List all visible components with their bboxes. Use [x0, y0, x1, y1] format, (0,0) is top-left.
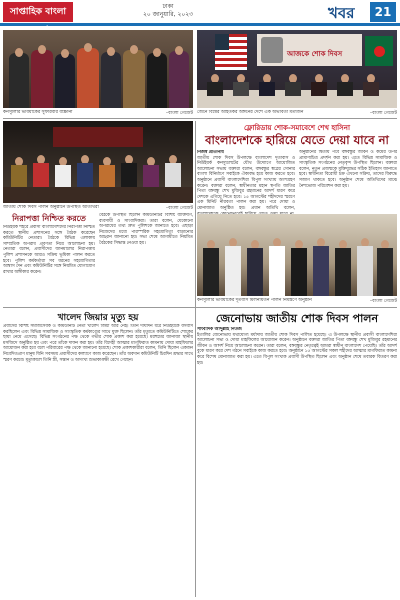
section-title: খবর — [328, 4, 355, 22]
photo-credit: –বাংলা গেজেট — [369, 111, 397, 116]
left-headline[interactable]: নিরাপত্তা নিশ্চিত করতে — [12, 213, 86, 223]
story-kicker: ফ্লোরিডায় শোক-সমাবেশে শেখ হাসিনা — [244, 124, 350, 132]
left-story-body: নিউইয়র্ক শহরে প্রবাসী বাংলাদেশিদের নিরাপত্তা নিশ্চিত করতে স্থানীয় প্রশাসনের সঙ্গে বৈঠক করেছেন কমিউনিটির নেতারা। বৈঠকে বিভিন্ন এলাকায় সাম্প্রতিক অপরাধ প্রবণতা নিয়ে আলোচনা হয়। নেতারা বলেন, প্রবাসীদের জানমালের নিরাপত্তায় পুলিশ প্রশাসনকে আরও সক্রিয় ভূমিকা পালন করতে হবে। পুলিশ কর্মকর্তারা সব ধরনের সহযোগিতার আশ্বাস দেন এবং কমিউনিটির সঙ্গে নিয়মিত যোগাযোগ রাখার অঙ্গীকার করেন। — [3, 225, 95, 275]
photo-caption: জাতীয় শোক দিবস পালন অনুষ্ঠানে উপস্থিত অতিথিরা — [3, 205, 99, 210]
bottom-right-headline[interactable]: জেনোভায় জাতীয় শোক দিবস পালন — [215, 312, 379, 325]
photo-credit: –বাংলা গেজেট — [165, 111, 193, 116]
photo-credit: –বাংলা গেজেট — [165, 206, 193, 211]
photo-audience — [3, 121, 193, 203]
photo-caption: কনস্যুলার ভবিয়ার্কের দূতবাস মিলনায়তন পালন নিমন্ত্রণে অনুষ্ঠান — [197, 298, 312, 303]
bottom-right-story-body — [197, 327, 397, 597]
photo-caption: কনস্যুলার ভবিয়ার্কের সুফারবার বাস্ক্রানা — [3, 110, 73, 115]
photo-caption: জেনে বিশ্বের আহতকর অঙ্গনের দেশে এক অভাবতা মত্যজন — [197, 110, 304, 115]
obit-headline[interactable]: খালেদ জিয়ার মৃত্যু হয় — [57, 313, 139, 323]
dateline — [118, 3, 218, 19]
main-story-text: জাতীয় শোক দিবস উপলক্ষে বাংলাদেশ দূতাবাস ও নিউইয়র্ক কনস্যুলেটের যৌথ উদ্যোগে আয়োজিত আলোচনা সভায় বক্তারা বলেন, বঙ্গবন্ধুর স্বপ্নের সোনার বাংলা বিনির্মাণে সবাইকে ঐক্যবদ্ধ হয়ে কাজ করতে হবে। অনুষ্ঠানে প্রবাসী বাংলাদেশিরা বিপুল সংখ্যায় অংশগ্রহণ করেন। বক্তারা বলেন, স্বাধীনতার মহান স্থপতি জাতির পিতা বঙ্গবন্ধু শেখ মুজিবুর রহমানের আদর্শ ধারণ করে দেশকে এগিয়ে নিতে হবে। ১৫ আগস্টের শহীদদের স্মরণে এক মিনিট নীরবতা পালন করা হয়। পরে দোয়া ও মোনাজাত অনুষ্ঠিত হয়। প্রধান অতিথি বলেন, — [197, 155, 295, 211]
divider — [3, 307, 397, 308]
newspaper-logo[interactable]: সাপ্তাহিক বাংলা — [3, 2, 73, 22]
bottom-right-story-text: ইতালির জেনোভায় যথাযোগ্য মর্যাদায় জাতীয় শোক দিবস পালিত হয়েছে। এ উপলক্ষে স্থানীয় প্রবাসী বাংলাদেশিরা আলোচনা সভা ও দোয়া মাহফিলের আয়োজন করেন। অনুষ্ঠানে বক্তারা জাতির পিতা বঙ্গবন্ধু শেখ মুজিবুর রহমানের জীবন ও আদর্শ নিয়ে আলোচনা করেন। তারা বলেন, বঙ্গবন্ধুর নেতৃত্বেই আমরা স্বাধীন বাংলাদেশ পেয়েছি। তাঁর আদর্শ বুকে ধারণ করে দেশ গঠনে সবাইকে কাজ করতে হবে। অনুষ্ঠানে ১৫ আগস্টের সকল শহীদের আত্মার মাগফিরাত কামনা করে বিশেষ মোনাজাত করা হয়। এতে বিপুল সংখ্যক প্রবাসী উপস্থিত ছিলেন এবং অনুষ্ঠান শেষে তবারক বিতরণ করা হয়। — [197, 332, 397, 366]
photo-mission-event — [197, 214, 397, 296]
us-flag-icon — [215, 34, 247, 70]
bangladesh-flag-icon — [365, 36, 393, 66]
left-story-body-col2: বৈঠকে উপস্থিত ছিলেন কমিউনিটির বিশিষ্ট ব্যক্তিবর্গ, ব্যবসায়ী ও সাংবাদিকরা। তারা বলেন, যেকোনো অপরাধের তথ্য দ্রুত পুলিশকে জানাতে হবে। এছাড়া নিজেদের মধ্যে পারস্পরিক সহযোগিতা বাড়ানোর আহ্বান জানানো হয়। সভা শেষে আগামীতে নিয়মিত বৈঠকের সিদ্ধান্ত নেওয়া হয়। — [99, 213, 193, 246]
photo-credit: –বাংলা গেজেট — [369, 299, 397, 304]
divider — [195, 121, 196, 307]
masthead — [0, 0, 400, 26]
page-number: 21 — [370, 2, 396, 22]
byline: সাংবাদিক আব্দুল্লাহ নিউজ — [197, 327, 242, 332]
event-banner — [257, 34, 362, 66]
date-text: ২০ জানুয়ারি, ২০২৩ — [142, 11, 194, 18]
date-city: ঢাকা — [162, 3, 174, 10]
byline: নিজস্ব প্রতিনিধি — [197, 150, 224, 155]
photo-event-flags — [197, 30, 397, 108]
banner-text: আজকে শোক দিবস — [287, 50, 343, 58]
main-headline[interactable]: বাংলাদেশকে হারিয়ে যেতে দেয়া যাবে না — [205, 133, 389, 147]
divider — [195, 307, 196, 597]
main-story-body-col2: অনুষ্ঠানের দ্বিতীয় পর্বে বঙ্গবন্ধুর জীবন ও কর্মের উপর প্রামাণ্যচিত্র প্রদর্শন করা হয়। এতে বিভিন্ন সামাজিক ও সাংস্কৃতিক সংগঠনের নেতৃবৃন্দ উপস্থিত ছিলেন। বক্তারা বলেন, নতুন প্রজন্মকে মুক্তিযুদ্ধের সঠিক ইতিহাস জানাতে হবে। স্বাধীনতা বিরোধী চক্র এখনো সক্রিয়, তাদের বিরুদ্ধে সজাগ থাকতে হবে। অনুষ্ঠান শেষে অতিথিদের মাঝে নৈশভোজ পরিবেশন করা হয়। — [299, 150, 397, 189]
divider — [3, 118, 397, 119]
obit-story-body: প্রবাসের বিশিষ্ট সমাজসেবক ও কমিউনিটি নেতা খালেদ জিয়া আর নেই। তিনি দীর্ঘদিন ধরে নিউইয়র্কে বসবাস করছিলেন এবং বিভিন্ন সামাজিক ও সাংস্কৃতিক কর্মকাণ্ডের সাথে যুক্ত ছিলেন। তাঁর মৃত্যুতে কমিউনিটিতে শোকের ছায়া নেমে এসেছে। বিভিন্ন সংগঠনের পক্ষ থেকে গভীর শোক প্রকাশ করা হয়েছে। মরহুমের জানাজা স্থানীয় মসজিদে অনুষ্ঠিত হয় এবং পরে তাঁকে দাফন করা হয়। তাঁর বিদেহী আত্মার মাগফিরাত কামনায় দোয়া মাহফিলের আয়োজন করা হবে বলে পরিবারের পক্ষ থেকে জানানো হয়েছে। শোক প্রকাশকারীরা বলেন, তিনি ছিলেন একজন নিবেদিতপ্রাণ মানুষ যিনি সবসময় প্রবাসীদের কল্যাণে কাজ করেছেন। তাঁর অবদান কমিউনিটি চিরদিন শ্রদ্ধার সাথে স্মরণ করবে। মৃত্যুকালে তিনি স্ত্রী, সন্তান ও অসংখ্য শুভাকাঙ্ক্ষী রেখে গেছেন। — [3, 324, 193, 363]
photo-group-left — [3, 30, 193, 108]
